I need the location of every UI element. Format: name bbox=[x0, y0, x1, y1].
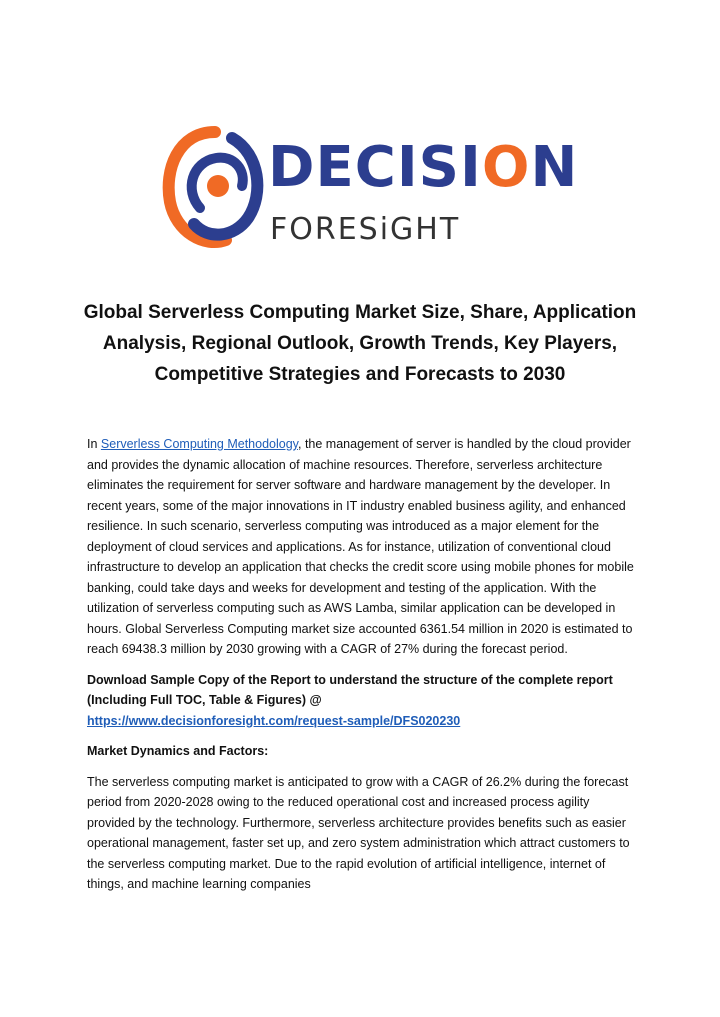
download-text: Download Sample Copy of the Report to understand the structure of the complete report (Including Full TOC, Table & Figures) @ bbox=[87, 672, 613, 707]
market-paragraph: The serverless computing market is anticipated to grow with a CAGR of 26.2% during the forecast period from 2020-2028 owing to the reduced operational cost and increased process agility provided by the technology. Furthermore, serverless architecture provides benefits such as easier operational management, faster set up, and zero system administration which attract customers to the serverless computing market. Due to the rapid evolution of artificial intelligence, internet of things, and machine learning companies bbox=[87, 774, 630, 891]
intro-prefix: In bbox=[87, 437, 101, 451]
sample-request-link[interactable]: https://www.decisionforesight.com/request-sample/DFS020230 bbox=[87, 713, 461, 728]
intro-paragraph bbox=[87, 434, 635, 660]
intro-text: , the management of server is handled by the cloud provider and provides the dynamic allocation of machine resources. Therefore, serverless architecture eliminates the requirement for server software and hardware management by the developer. In recent years, some of the major innovations in IT industry enabled business agility, and enhanced resilience. In such scenario, serverless computing was introduced as a major element for the deployment of cloud services and applications. As for instance, utilization of conventional cloud infrastructure to develop an application that checks the credit score using mobile phones for mobile banking, could take days and weeks for development and testing of the application. With the utilization of serverless computing such as AWS Lamba, similar application can be developed in hours. Global Serverless Computing market size accounted 6361.54 million in 2020 is estimated to reach 69438.3 million by 2030 growing with a CAGR of 27% during the forecast period. bbox=[87, 437, 634, 656]
market-heading: Market Dynamics and Factors: bbox=[87, 744, 269, 758]
logo-swirl-icon bbox=[160, 120, 270, 260]
download-paragraph bbox=[87, 670, 635, 732]
company-logo bbox=[160, 120, 580, 260]
methodology-link[interactable]: Serverless Computing Methodology bbox=[100, 437, 298, 451]
page-title: Global Serverless Computing Market Size, Share, Application Analysis, Regional Outlook, Growth Trends, Key Players, Competitive Strategies and Forecasts to 2030 bbox=[83, 302, 637, 385]
document-body bbox=[87, 434, 635, 905]
logo-wordmark: DECISION bbox=[268, 135, 579, 200]
logo-subword: FORESiGHT bbox=[270, 212, 461, 247]
